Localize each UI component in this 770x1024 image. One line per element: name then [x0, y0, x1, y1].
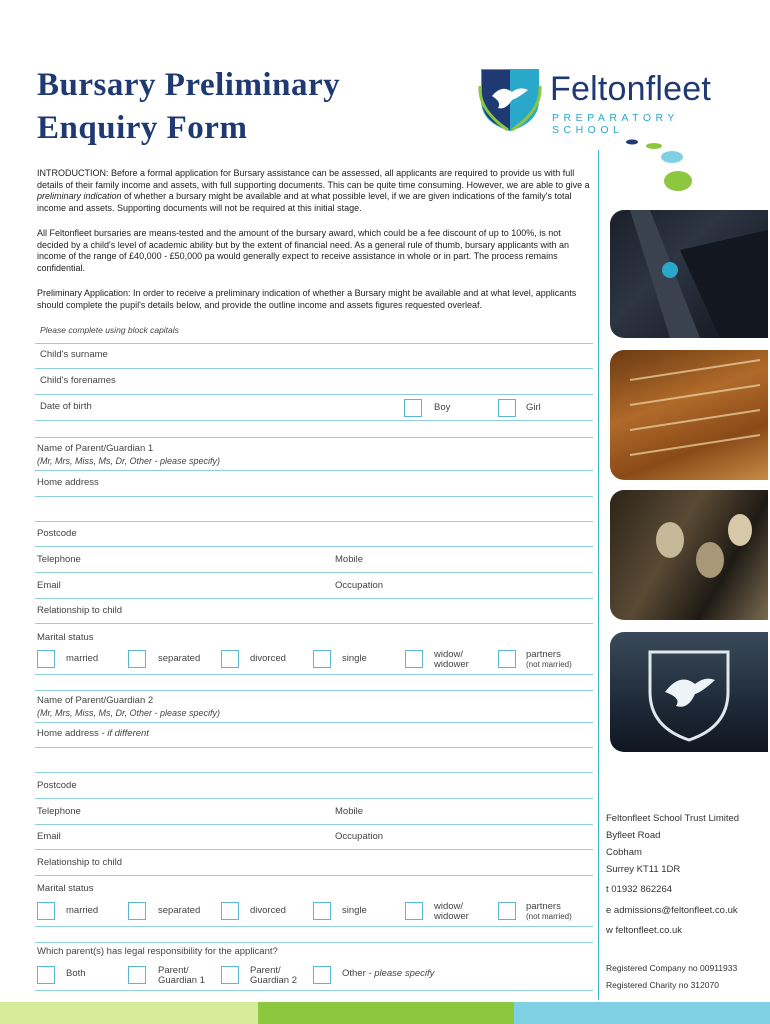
parent2-address-field[interactable]	[35, 747, 593, 748]
parent2-mobile-label: Mobile	[335, 806, 363, 817]
parent2-address-label	[37, 728, 149, 739]
parent1-address-field-2[interactable]	[35, 521, 593, 522]
guardian2-label	[250, 966, 297, 986]
photo-crest-window	[610, 632, 768, 752]
parent1-name-hint: (Mr, Mrs, Miss, Ms, Dr, Other - please specify)	[37, 456, 221, 466]
divider	[35, 343, 593, 344]
guardian2-checkbox[interactable]	[221, 966, 239, 984]
child-surname-field[interactable]	[35, 368, 593, 369]
parent2-relationship-label: Relationship to child	[37, 857, 123, 868]
widow-label	[434, 902, 469, 922]
school-logo	[478, 66, 748, 136]
parent2-address-hint: - if different	[98, 728, 149, 739]
parent1-partners-checkbox[interactable]	[498, 650, 516, 668]
boy-checkbox[interactable]	[404, 399, 422, 417]
child-surname-label: Child's surname	[40, 349, 108, 360]
separated-label: separated	[158, 653, 201, 664]
guardian1-text-a: Parent/	[158, 965, 189, 976]
parent1-mobile-label: Mobile	[335, 554, 363, 565]
parent2-single-checkbox[interactable]	[313, 902, 331, 920]
photo-honours-board	[610, 350, 768, 480]
parent2-telephone-label: Telephone	[37, 806, 81, 817]
widower-text: widower	[434, 659, 469, 670]
not-married-text: (not married)	[526, 660, 572, 669]
parent2-name-hint: (Mr, Mrs, Miss, Ms, Dr, Other - please specify)	[37, 708, 221, 718]
divorced-label: divorced	[250, 653, 286, 664]
parent2-email-label: Email	[37, 831, 61, 842]
child-forenames-label: Child's forenames	[40, 375, 116, 386]
address-email[interactable]: e admissions@feltonfleet.co.uk	[606, 905, 738, 916]
divider	[35, 926, 593, 927]
parent1-address-field[interactable]	[35, 496, 593, 497]
divider	[35, 674, 593, 675]
divider	[35, 437, 593, 438]
address-website[interactable]: w feltonfleet.co.uk	[606, 925, 683, 936]
address-telephone: t 01932 862264	[606, 884, 673, 895]
parent1-married-checkbox[interactable]	[37, 650, 55, 668]
parent1-occupation-label: Occupation	[335, 580, 384, 591]
other-text: Other	[342, 968, 366, 979]
address-org: Feltonfleet School Trust Limited	[606, 813, 740, 824]
guardian1-text-b: Guardian 1	[158, 975, 206, 986]
not-married-text: (not married)	[526, 912, 572, 921]
divider	[35, 942, 593, 943]
parent2-name-label: Name of Parent/Guardian 2	[37, 695, 154, 706]
both-checkbox[interactable]	[37, 966, 55, 984]
parent2-address-text: Home address	[37, 728, 99, 739]
parent1-marital-label: Marital status	[37, 632, 94, 643]
address-line-3: Surrey KT11 1DR	[606, 864, 681, 875]
other-label	[342, 969, 434, 979]
parent1-separated-checkbox[interactable]	[128, 650, 146, 668]
page-title	[37, 64, 417, 150]
single-label: single	[342, 653, 367, 664]
guardian1-label	[158, 966, 205, 986]
parent2-name-field[interactable]	[35, 722, 593, 723]
guardian2-text-a: Parent/	[250, 965, 281, 976]
title-line-1: Bursary Preliminary	[37, 67, 341, 103]
parent2-email-field[interactable]	[35, 849, 593, 850]
parent2-occupation-label: Occupation	[335, 831, 384, 842]
parent2-postcode-field[interactable]	[35, 798, 593, 799]
parent1-widow-checkbox[interactable]	[405, 650, 423, 668]
logo-subtitle: PREPARATORY SCHOOL	[552, 112, 679, 136]
parent1-phone-field[interactable]	[35, 572, 593, 573]
parent2-divorced-checkbox[interactable]	[221, 902, 239, 920]
parent2-marital-label: Marital status	[37, 883, 94, 894]
parent2-phone-field[interactable]	[35, 824, 593, 825]
registered-charity: Registered Charity no 312070	[606, 980, 719, 990]
responsibility-question: Which parent(s) has legal responsibility for the applicant?	[37, 946, 278, 957]
footer-bar-green	[258, 1002, 514, 1024]
parent1-postcode-label: Postcode	[37, 528, 77, 539]
bursary-paragraph: All Feltonfleet bursaries are means-tested and the amount of the bursary award, which could be a fee discount of up to 100%, is not decided by a child's level of academic ability but by the extent of financial need. As a general rule of thumb, bursary applicants with an income of the range of £40,000 - £50,000 pa would generally expect to receive assistance in whole or in part. The process remains confidential.	[37, 228, 570, 273]
other-hint: - please specify	[365, 968, 435, 979]
widow-label	[434, 650, 469, 670]
parent1-postcode-field[interactable]	[35, 546, 593, 547]
address-line-1: Byfleet Road	[606, 830, 661, 841]
divorced-label: divorced	[250, 905, 286, 916]
block-capitals-hint: Please complete using block capitals	[40, 325, 179, 335]
crest-icon	[478, 66, 542, 132]
address-line-2: Cobham	[606, 847, 642, 858]
partners-label	[526, 650, 572, 670]
photo-blazer	[610, 210, 768, 338]
parent2-address-field-2[interactable]	[35, 772, 593, 773]
parent1-name-field[interactable]	[35, 470, 593, 471]
parent2-separated-checkbox[interactable]	[128, 902, 146, 920]
widow-text: widow/	[434, 901, 464, 912]
married-label: married	[66, 653, 99, 664]
both-label: Both	[66, 968, 86, 979]
title-line-2: Enquiry Form	[37, 110, 248, 146]
decorative-dots-icon	[600, 130, 750, 200]
footer-bar-light-green	[0, 1002, 258, 1024]
intro-text-lead: INTRODUCTION: Before a formal application for Bursary assistance can be assessed, all applicants are required to provide us with full details of their family income and assets, with full supporting documents. This can be quite time consuming. However, we are able to give a	[37, 168, 590, 190]
parent1-relationship-field[interactable]	[35, 623, 593, 624]
side-divider	[598, 150, 599, 1000]
photo-masks	[610, 490, 768, 620]
single-label: single	[342, 905, 367, 916]
widow-text: widow/	[434, 649, 464, 660]
other-checkbox[interactable]	[313, 966, 331, 984]
girl-checkbox[interactable]	[498, 399, 516, 417]
parent1-name-label: Name of Parent/Guardian 1	[37, 443, 154, 454]
parent2-relationship-field[interactable]	[35, 875, 593, 876]
intro-text-tail: of whether a bursary might be available and at what possible level, if we are given indications of the family's total income and assets. Supporting documents will not be required at this initial stage.	[37, 191, 572, 213]
parent1-address-label: Home address	[37, 477, 99, 488]
girl-label: Girl	[526, 402, 541, 413]
intro-paragraph	[37, 168, 593, 214]
parent1-telephone-label: Telephone	[37, 554, 81, 565]
registered-company: Registered Company no 00911933	[606, 963, 738, 973]
partners-text: partners	[526, 649, 561, 660]
preliminary-paragraph: Preliminary Application: In order to receive a preliminary indication of whether a Bursary might be available and at what level, applicants should complete the pupil's details below, and provide the outline income and assets figures requested overleaf.	[37, 288, 577, 310]
separated-label: separated	[158, 905, 201, 916]
dob-field[interactable]	[35, 420, 593, 421]
boy-label: Boy	[434, 402, 451, 413]
divider	[35, 690, 593, 691]
other-field[interactable]	[35, 990, 593, 991]
logo-name: Feltonfleet	[550, 70, 711, 108]
parent2-married-checkbox[interactable]	[37, 902, 55, 920]
parent1-relationship-label: Relationship to child	[37, 605, 123, 616]
guardian1-checkbox[interactable]	[128, 966, 146, 984]
parent1-email-field[interactable]	[35, 598, 593, 599]
partners-label	[526, 902, 572, 922]
intro-text-emphasis: preliminary indication	[37, 191, 122, 201]
dob-label: Date of birth	[40, 401, 92, 412]
parent2-widow-checkbox[interactable]	[405, 902, 423, 920]
footer-bar-blue	[514, 1002, 770, 1024]
child-forenames-field[interactable]	[35, 394, 593, 395]
parent1-single-checkbox[interactable]	[313, 650, 331, 668]
guardian2-text-b: Guardian 2	[250, 975, 298, 986]
widower-text: widower	[434, 911, 469, 922]
parent1-email-label: Email	[37, 580, 61, 591]
parent1-divorced-checkbox[interactable]	[221, 650, 239, 668]
parent2-postcode-label: Postcode	[37, 780, 77, 791]
married-label: married	[66, 905, 99, 916]
partners-text: partners	[526, 901, 561, 912]
parent2-partners-checkbox[interactable]	[498, 902, 516, 920]
